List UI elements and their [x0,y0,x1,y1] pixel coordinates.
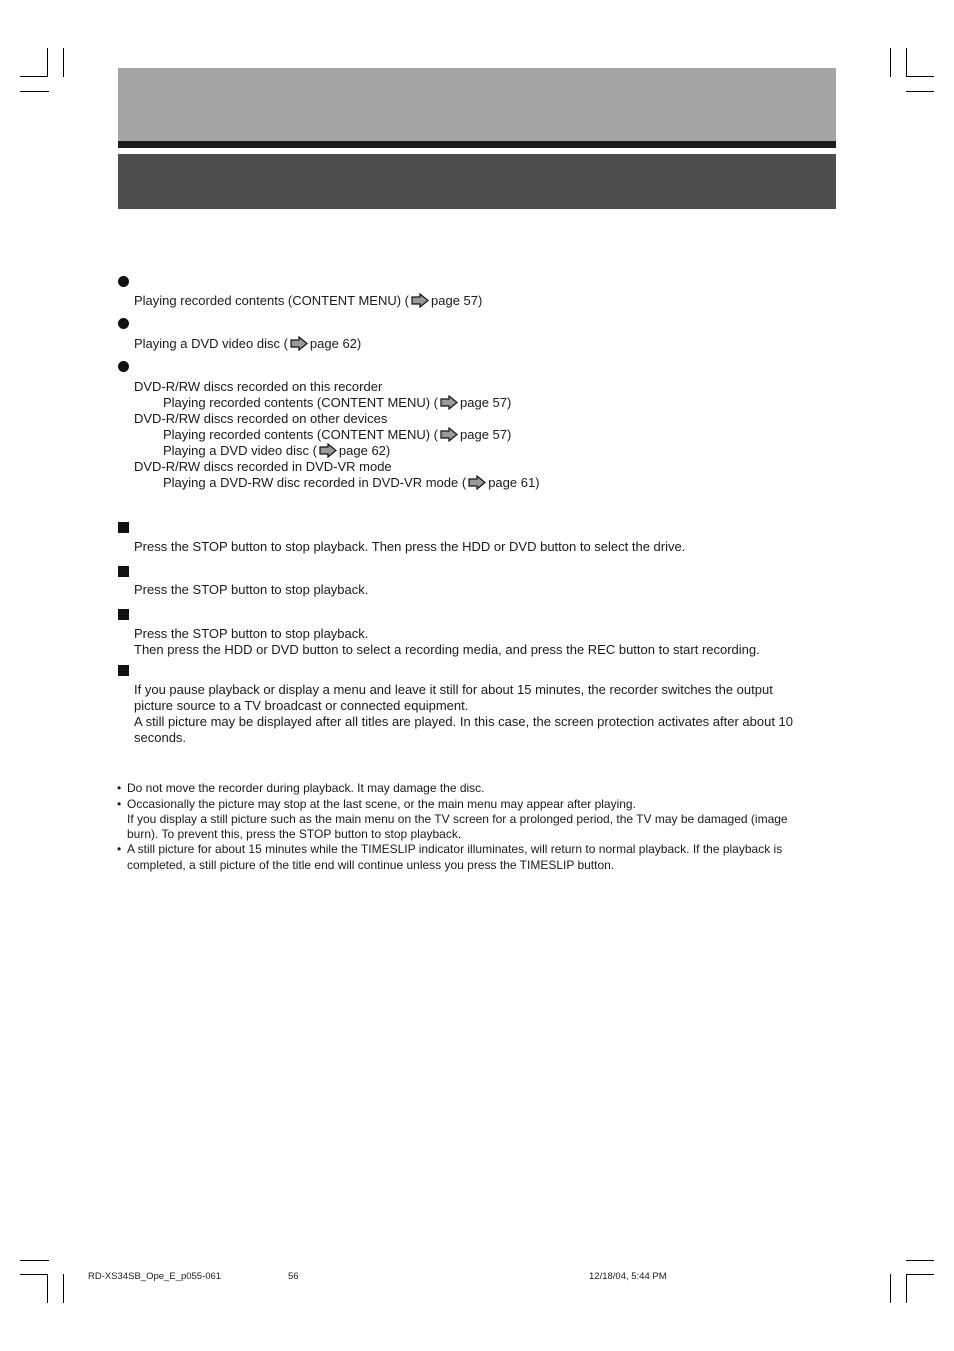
dvd-rrw-item-1: DVD-R/RW discs recorded on this recorder [134,379,383,394]
screen-protect-3: A still picture may be displayed after all titles are played. In this case, the screen protection activates after about 10 [134,714,794,729]
note-3-cont: completed, a still picture of the title end will continue unless you press the TIMESLIP button. [127,858,615,872]
right-arrow-icon [468,475,486,490]
note-2-cont-2: burn). To prevent this, press the STOP button to stop playback. [127,827,462,841]
note-2-cont-1: If you display a still picture such as the main menu on the TV screen for a prolonged period, the TV may be damaged (image [127,812,788,826]
right-arrow-icon [440,427,458,442]
hdd-instruction: Playing recorded contents (CONTENT MENU) ( page 57) [134,293,483,308]
note-bullet-2: • [117,797,122,811]
note-1: Do not move the recorder during playback. It may damage the disc. [127,781,485,795]
right-arrow-icon [319,443,337,458]
bullet-hdd [118,276,129,287]
bullet-square-3 [118,609,129,620]
footer-filename: RD-XS34SB_Ope_E_p055-061 [88,1271,222,1282]
note-2: Occasionally the picture may stop at the last scene, or the main menu may appear after playing. [127,797,636,811]
bullet-square-2 [118,566,129,577]
footer-page-number: 56 [288,1271,299,1282]
screen-protect-2: picture source to a TV broadcast or connected equipment. [134,698,469,713]
screen-protect-4: seconds. [134,730,187,745]
right-arrow-icon [411,293,429,308]
note-3: A still picture for about 15 minutes while the TIMESLIP indicator illuminates, will return to normal playback. If the playback is [127,842,783,856]
dvd-video-instruction: Playing a DVD video disc ( page 62) [134,336,362,351]
right-arrow-icon [290,336,308,351]
right-arrow-icon [440,395,458,410]
bullet-dvd-rrw [118,361,129,372]
dvd-rrw-item-1-link: Playing recorded contents (CONTENT MENU) ( page 57) [163,395,512,410]
header-band-dark [118,154,836,209]
bullet-square-4 [118,665,129,676]
footer-timestamp: 12/18/04, 5:44 PM [589,1271,667,1282]
dvd-rrw-item-3: DVD-R/RW discs recorded in DVD-VR mode [134,459,392,474]
bullet-square-1 [118,522,129,533]
bullet-dvd-video [118,318,129,329]
screen-protect-1: If you pause playback or display a menu and leave it still for about 15 minutes, the recorder switches the output [134,682,773,697]
dvd-rrw-item-2: DVD-R/RW discs recorded on other devices [134,411,388,426]
stop-only: Press the STOP button to stop playback. [134,582,369,597]
stop-switch-drive: Press the STOP button to stop playback. Then press the HDD or DVD button to select the drive. [134,539,686,554]
note-bullet-3: • [117,842,122,856]
header-rule [118,141,836,148]
dvd-rrw-item-3-link: Playing a DVD-RW disc recorded in DVD-VR mode ( page 61) [163,475,540,490]
stop-record-1: Press the STOP button to stop playback. [134,626,369,641]
note-bullet-1: • [117,781,122,795]
header-band-light [118,68,836,141]
stop-record-2: Then press the HDD or DVD button to select a recording media, and press the REC button to start recording. [134,642,760,657]
dvd-rrw-item-2-link-1: Playing recorded contents (CONTENT MENU) ( page 57) [163,427,512,442]
dvd-rrw-item-2-link-2: Playing a DVD video disc ( page 62) [163,443,391,458]
